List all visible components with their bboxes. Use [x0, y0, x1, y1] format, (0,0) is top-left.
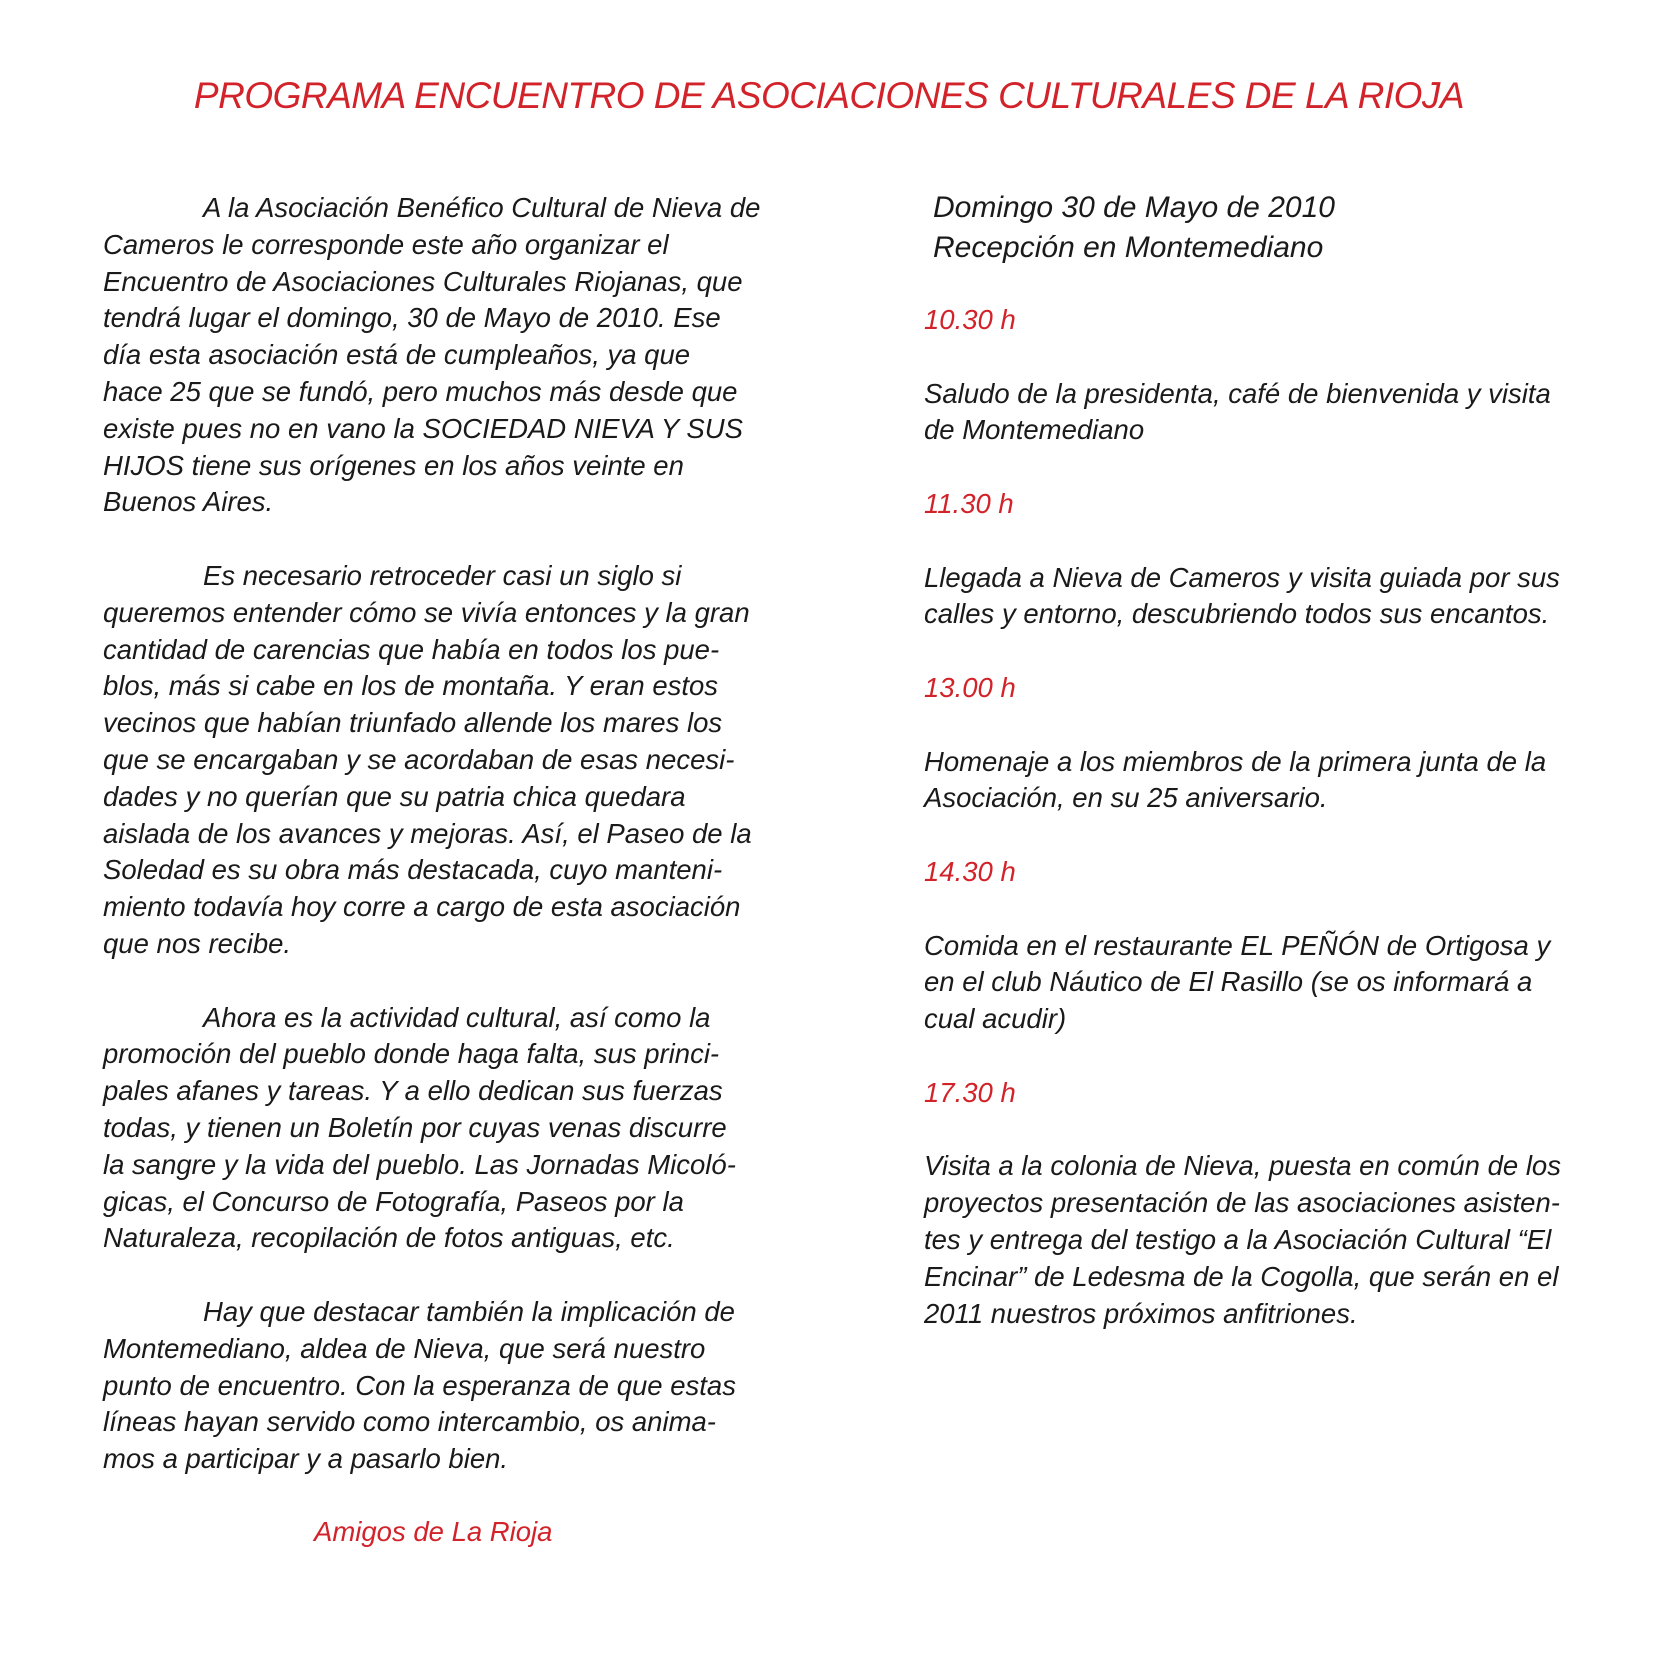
text-line: Hay que destacar también la implicación de: [203, 1295, 735, 1327]
schedule-time: 17.30 h: [924, 1076, 1016, 1108]
text-line: la sangre y la vida del pueblo. Las Jornadas Micoló-: [103, 1148, 736, 1180]
text-line: todas, y tienen un Boletín por cuyas venas discurre: [103, 1111, 727, 1143]
signature: Amigos de La Rioja: [314, 1516, 553, 1547]
text-line: Montemediano, aldea de Nieva, que será nuestro: [103, 1332, 706, 1364]
text-line: pales afanes y tareas. Y a ello dedican sus fuerzas: [103, 1075, 723, 1107]
schedule-column: [924, 188, 1644, 1332]
schedule-item: [924, 854, 1644, 1038]
text-line: punto de encuentro. Con la esperanza de que estas: [103, 1369, 736, 1401]
intro-paragraph-4: [103, 1294, 823, 1478]
schedule-item: [924, 486, 1644, 633]
text-line: Buenos Aires.: [103, 486, 274, 518]
text-line: Naturaleza, recopilación de fotos antiguas, etc.: [103, 1222, 675, 1254]
text-line: de Montemediano: [924, 414, 1145, 446]
text-line: que se encargaban y se acordaban de esas necesi-: [103, 743, 735, 775]
text-line: blos, más si cabe en los de montaña. Y eran estos: [103, 670, 719, 702]
text-line: aislada de los avances y mejoras. Así, el Paseo de la: [103, 817, 752, 849]
text-line: tendrá lugar el domingo, 30 de Mayo de 2010. Ese: [103, 302, 721, 334]
text-line: Comida en el restaurante EL PEÑÓN de Ortigosa y: [924, 929, 1551, 961]
schedule-time: 13.00 h: [924, 671, 1016, 703]
text-line: Encinar” de Ledesma de la Cogolla, que serán en el: [924, 1260, 1559, 1292]
event-date: Domingo 30 de Mayo de 2010: [933, 191, 1335, 224]
intro-column: [103, 190, 823, 1515]
text-line: queremos entender cómo se vivía entonces y la gran: [103, 596, 750, 628]
text-line: día esta asociación está de cumpleaños, ya que: [103, 339, 691, 371]
text-line: líneas hayan servido como intercambio, os anima-: [103, 1406, 716, 1438]
schedule-item: [924, 302, 1644, 449]
schedule-time: 14.30 h: [924, 855, 1016, 887]
text-line: gicas, el Concurso de Fotografía, Paseos por la: [103, 1185, 684, 1217]
schedule-time: 11.30 h: [924, 487, 1014, 519]
text-line: Asociación, en su 25 aniversario.: [924, 782, 1328, 814]
schedule-description: [924, 1148, 1644, 1332]
intro-paragraph-1: [103, 190, 823, 521]
text-line: miento todavía hoy corre a cargo de esta asociación: [103, 891, 741, 923]
text-line: Es necesario retroceder casi un siglo si: [203, 559, 682, 591]
text-line: Saludo de la presidenta, café de bienvenida y visita: [924, 377, 1551, 409]
text-line: Soledad es su obra más destacada, cuyo manteni-: [103, 854, 723, 886]
text-line: Ahora es la actividad cultural, así como la: [203, 1001, 711, 1033]
text-line: en el club Náutico de El Rasillo (se os informará a: [924, 966, 1533, 998]
text-line: Visita a la colonia de Nieva, puesta en común de los: [924, 1150, 1561, 1182]
schedule-description: [924, 744, 1644, 818]
schedule-item: [924, 670, 1644, 817]
text-line: hace 25 que se fundó, pero muchos más desde que: [103, 375, 738, 407]
intro-paragraph-3: [103, 1000, 823, 1258]
text-line: HIJOS tiene sus orígenes en los años veinte en: [103, 449, 684, 481]
text-line: tes y entrega del testigo a la Asociación Cultural “El: [924, 1223, 1552, 1255]
schedule-header: [924, 188, 1644, 268]
text-line: cual acudir): [924, 1003, 1067, 1035]
text-line: proyectos presentación de las asociaciones asisten-: [924, 1187, 1560, 1219]
schedule-item: [924, 1075, 1644, 1333]
text-line: existe pues no en vano la SOCIEDAD NIEVA Y SUS: [103, 412, 743, 444]
text-line: que nos recibe.: [103, 927, 292, 959]
intro-paragraph-2: [103, 558, 823, 963]
text-line: A la Asociación Benéfico Cultural de Nieva de: [203, 192, 761, 223]
text-line: cantidad de carencias que había en todos los pue-: [103, 633, 720, 665]
text-line: Homenaje a los miembros de la primera junta de la: [924, 745, 1547, 777]
schedule-description: [924, 560, 1644, 634]
text-line: calles y entorno, descubriendo todos sus encantos.: [924, 598, 1550, 630]
schedule-description: [924, 928, 1644, 1038]
event-reception: Recepción en Montemediano: [933, 231, 1324, 264]
text-line: Llegada a Nieva de Cameros y visita guiada por sus: [924, 561, 1560, 593]
text-line: dades y no querían que su patria chica quedara: [103, 780, 686, 812]
page-title: PROGRAMA ENCUENTRO DE ASOCIACIONES CULTURALES DE LA RIOJA: [193, 75, 1465, 116]
text-line: 2011 nuestros próximos anfitriones.: [924, 1297, 1358, 1329]
text-line: mos a participar y a pasarlo bien.: [103, 1443, 509, 1475]
schedule-description: [924, 376, 1644, 450]
text-line: Encuentro de Asociaciones Culturales Riojanas, que: [103, 265, 743, 297]
text-line: promoción del pueblo donde haga falta, sus princi-: [103, 1038, 720, 1070]
text-line: vecinos que habían triunfado allende los mares los: [103, 707, 723, 739]
schedule-time: 10.30 h: [924, 304, 1016, 335]
text-line: Cameros le corresponde este año organizar el: [103, 228, 669, 260]
